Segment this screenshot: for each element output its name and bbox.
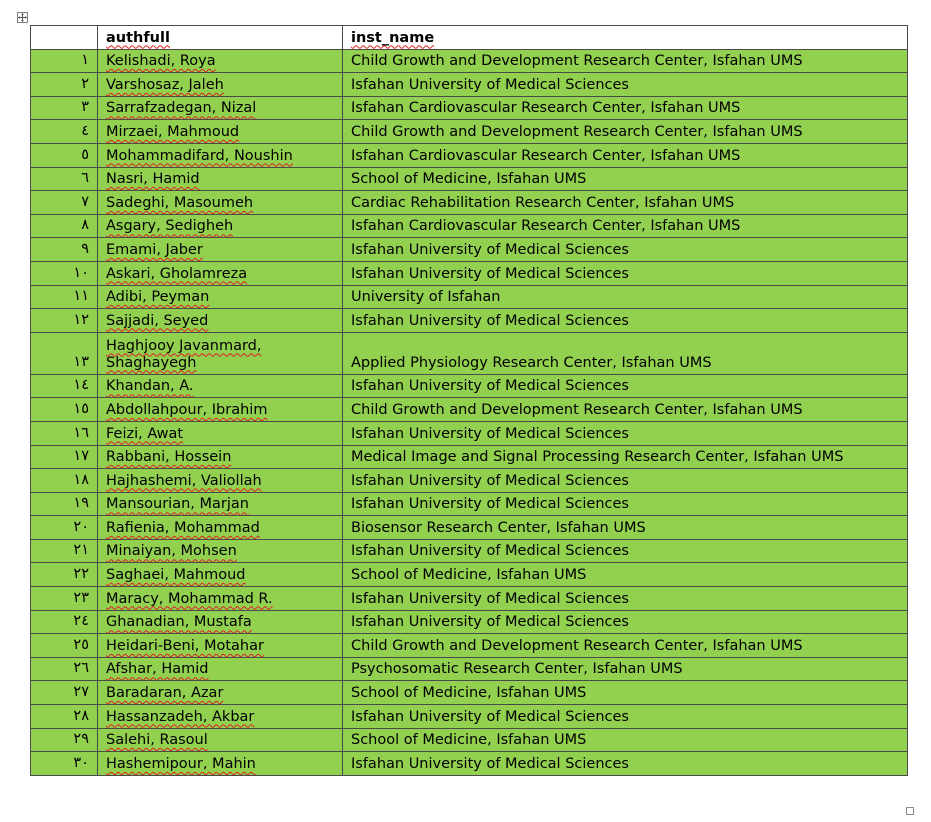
row-number-cell[interactable]: ١٨ [31, 469, 98, 493]
institution-cell[interactable]: Isfahan University of Medical Sciences [343, 752, 908, 776]
institution-cell[interactable]: Isfahan University of Medical Sciences [343, 261, 908, 285]
row-number-cell[interactable]: ٢٥ [31, 634, 98, 658]
institution-cell[interactable]: Isfahan University of Medical Sciences [343, 309, 908, 333]
author-cell[interactable] [98, 374, 343, 398]
author-name: Rabbani, Hossein [106, 449, 232, 466]
author-cell[interactable] [98, 587, 343, 611]
row-number-cell[interactable]: ١١ [31, 285, 98, 309]
author-name: Mohammadifard, Noushin [106, 147, 293, 164]
table-row [31, 49, 908, 73]
author-cell[interactable] [98, 681, 343, 705]
institution-cell[interactable]: Isfahan Cardiovascular Research Center, Isfahan UMS [343, 214, 908, 238]
table-row [31, 332, 908, 374]
author-cell[interactable] [98, 563, 343, 587]
table-row [31, 610, 908, 634]
row-number-cell[interactable]: ٢٦ [31, 657, 98, 681]
table-row [31, 681, 908, 705]
row-number-cell[interactable]: ٢٢ [31, 563, 98, 587]
institution-cell[interactable]: Applied Physiology Research Center, Isfahan UMS [343, 332, 908, 374]
table-row [31, 309, 908, 333]
institution-cell[interactable]: Isfahan University of Medical Sciences [343, 539, 908, 563]
row-number-cell[interactable]: ٩ [31, 238, 98, 262]
author-cell[interactable] [98, 167, 343, 191]
table-row [31, 634, 908, 658]
author-name: Saghaei, Mahmoud [106, 567, 246, 584]
row-number-cell[interactable]: ٢٩ [31, 728, 98, 752]
row-number-cell[interactable]: ١٦ [31, 421, 98, 445]
author-name: Hajhashemi, Valiollah [106, 472, 262, 489]
row-number-cell[interactable]: ١٧ [31, 445, 98, 469]
row-number-cell[interactable]: ١٣ [31, 332, 98, 374]
author-cell[interactable] [98, 492, 343, 516]
row-number-cell[interactable]: ١٢ [31, 309, 98, 333]
table-row [31, 96, 908, 120]
author-cell[interactable] [98, 398, 343, 422]
author-cell[interactable] [98, 445, 343, 469]
table-row [31, 191, 908, 215]
row-number-cell[interactable]: ٣ [31, 96, 98, 120]
author-name: Salehi, Rasoul [106, 732, 208, 749]
institution-cell[interactable]: Cardiac Rehabilitation Research Center, Isfahan UMS [343, 191, 908, 215]
institution-cell[interactable]: Child Growth and Development Research Center, Isfahan UMS [343, 120, 908, 144]
table-row [31, 705, 908, 729]
table-row [31, 120, 908, 144]
resize-square-icon[interactable] [906, 807, 914, 815]
table-row [31, 657, 908, 681]
table-row [31, 587, 908, 611]
row-number-cell[interactable]: ٢٠ [31, 516, 98, 540]
author-cell[interactable] [98, 214, 343, 238]
author-cell[interactable] [98, 332, 343, 374]
author-name: Abdollahpour, Ibrahim [106, 401, 268, 418]
institution-cell[interactable]: Isfahan University of Medical Sciences [343, 73, 908, 97]
author-name: Heidari-Beni, Motahar [106, 637, 264, 654]
institution-cell[interactable]: Isfahan Cardiovascular Research Center, Isfahan UMS [343, 96, 908, 120]
author-name: Sarrafzadegan, Nizal [106, 100, 257, 117]
author-name: Emami, Jaber [106, 241, 203, 258]
row-number-cell[interactable]: ٥ [31, 143, 98, 167]
author-name: Asgary, Sedigheh [106, 218, 234, 235]
author-name: Hassanzadeh, Akbar [106, 708, 255, 725]
author-cell[interactable] [98, 705, 343, 729]
row-number-cell[interactable]: ٢٤ [31, 610, 98, 634]
table-header-row [31, 26, 908, 50]
author-institution-table [30, 25, 908, 776]
institution-cell[interactable]: Psychosomatic Research Center, Isfahan UMS [343, 657, 908, 681]
row-number-cell[interactable]: ٢ [31, 73, 98, 97]
table-row [31, 445, 908, 469]
author-cell[interactable] [98, 610, 343, 634]
author-name: Mansourian, Marjan [106, 496, 249, 513]
table-row [31, 374, 908, 398]
institution-cell[interactable]: Child Growth and Development Research Center, Isfahan UMS [343, 49, 908, 73]
institution-cell[interactable]: Biosensor Research Center, Isfahan UMS [343, 516, 908, 540]
author-name: Baradaran, Azar [106, 685, 224, 702]
table-row [31, 73, 908, 97]
row-number-cell[interactable]: ٢٣ [31, 587, 98, 611]
institution-cell[interactable]: School of Medicine, Isfahan UMS [343, 728, 908, 752]
author-cell[interactable] [98, 143, 343, 167]
institution-cell[interactable]: Isfahan University of Medical Sciences [343, 587, 908, 611]
institution-cell[interactable]: Isfahan University of Medical Sciences [343, 705, 908, 729]
author-name: Afshar, Hamid [106, 661, 209, 678]
row-number-cell[interactable]: ١٩ [31, 492, 98, 516]
table-row [31, 752, 908, 776]
table-row [31, 421, 908, 445]
author-cell[interactable] [98, 516, 343, 540]
author-cell[interactable] [98, 49, 343, 73]
author-name: Ghanadian, Mustafa [106, 614, 252, 631]
table-row [31, 728, 908, 752]
author-name: Feizi, Awat [106, 425, 184, 442]
table-row [31, 167, 908, 191]
institution-cell[interactable]: Medical Image and Signal Processing Research Center, Isfahan UMS [343, 445, 908, 469]
institution-cell[interactable]: Isfahan University of Medical Sciences [343, 610, 908, 634]
institution-cell[interactable]: Isfahan University of Medical Sciences [343, 238, 908, 262]
author-name: Khandan, A. [106, 378, 194, 395]
author-cell[interactable] [98, 657, 343, 681]
table-move-handle-icon[interactable] [17, 12, 28, 23]
row-number-cell[interactable]: ٤ [31, 120, 98, 144]
author-name: Varshosaz, Jaleh [106, 76, 224, 93]
table-row [31, 539, 908, 563]
row-number-cell[interactable]: ٢٧ [31, 681, 98, 705]
author-cell[interactable] [98, 73, 343, 97]
row-number-cell[interactable]: ٢٨ [31, 705, 98, 729]
author-cell[interactable] [98, 728, 343, 752]
author-name: Nasri, Hamid [106, 171, 200, 188]
row-number-cell[interactable]: ٢١ [31, 539, 98, 563]
row-number-cell[interactable]: ١٥ [31, 398, 98, 422]
author-cell[interactable] [98, 261, 343, 285]
author-name: Hashemipour, Mahin [106, 755, 256, 772]
table-row [31, 143, 908, 167]
institution-cell[interactable]: Isfahan University of Medical Sciences [343, 421, 908, 445]
table-row [31, 563, 908, 587]
author-name: Sajjadi, Seyed [106, 312, 209, 329]
institution-cell[interactable]: Isfahan Cardiovascular Research Center, Isfahan UMS [343, 143, 908, 167]
author-cell[interactable] [98, 120, 343, 144]
institution-cell[interactable]: School of Medicine, Isfahan UMS [343, 563, 908, 587]
row-number-cell[interactable]: ٦ [31, 167, 98, 191]
institution-cell[interactable]: School of Medicine, Isfahan UMS [343, 681, 908, 705]
author-name: Minaiyan, Mohsen [106, 543, 237, 560]
institution-cell[interactable]: Child Growth and Development Research Center, Isfahan UMS [343, 634, 908, 658]
table-row [31, 469, 908, 493]
header-label-inst-name: inst_name [351, 29, 435, 46]
header-cell-number[interactable] [31, 26, 98, 50]
author-name: Askari, Gholamreza [106, 265, 248, 282]
row-number-cell[interactable]: ١ [31, 49, 98, 73]
author-cell[interactable] [98, 634, 343, 658]
table-row [31, 492, 908, 516]
institution-cell[interactable]: University of Isfahan [343, 285, 908, 309]
table-row [31, 238, 908, 262]
institution-cell[interactable]: Isfahan University of Medical Sciences [343, 469, 908, 493]
author-cell[interactable] [98, 238, 343, 262]
table-row [31, 214, 908, 238]
header-cell-authfull[interactable] [98, 26, 343, 50]
author-name: Kelishadi, Roya [106, 53, 216, 70]
author-name: Haghjooy Javanmard, Shaghayegh [106, 337, 262, 371]
four-arrows-move-icon [18, 13, 27, 22]
header-label-authfull: authfull [106, 29, 170, 46]
author-cell[interactable] [98, 469, 343, 493]
institution-cell[interactable]: Isfahan University of Medical Sciences [343, 374, 908, 398]
author-cell[interactable] [98, 752, 343, 776]
row-number-cell[interactable]: ١٠ [31, 261, 98, 285]
table-row [31, 285, 908, 309]
institution-cell[interactable]: Child Growth and Development Research Center, Isfahan UMS [343, 398, 908, 422]
row-number-cell[interactable]: ١٤ [31, 374, 98, 398]
author-cell[interactable] [98, 96, 343, 120]
row-number-cell[interactable]: ٣٠ [31, 752, 98, 776]
author-name: Maracy, Mohammad R. [106, 590, 273, 607]
row-number-cell[interactable]: ٨ [31, 214, 98, 238]
row-number-cell[interactable]: ٧ [31, 191, 98, 215]
table-row [31, 516, 908, 540]
institution-cell[interactable]: Isfahan University of Medical Sciences [343, 492, 908, 516]
author-cell[interactable] [98, 191, 343, 215]
institution-cell[interactable]: School of Medicine, Isfahan UMS [343, 167, 908, 191]
author-name: Adibi, Peyman [106, 289, 210, 306]
author-name: Sadeghi, Masoumeh [106, 194, 254, 211]
author-cell[interactable] [98, 539, 343, 563]
author-cell[interactable] [98, 421, 343, 445]
author-name: Mirzaei, Mahmoud [106, 123, 240, 140]
table-row [31, 398, 908, 422]
author-cell[interactable] [98, 309, 343, 333]
header-cell-inst-name[interactable] [343, 26, 908, 50]
table-row [31, 261, 908, 285]
author-cell[interactable] [98, 285, 343, 309]
author-name: Rafienia, Mohammad [106, 519, 260, 536]
